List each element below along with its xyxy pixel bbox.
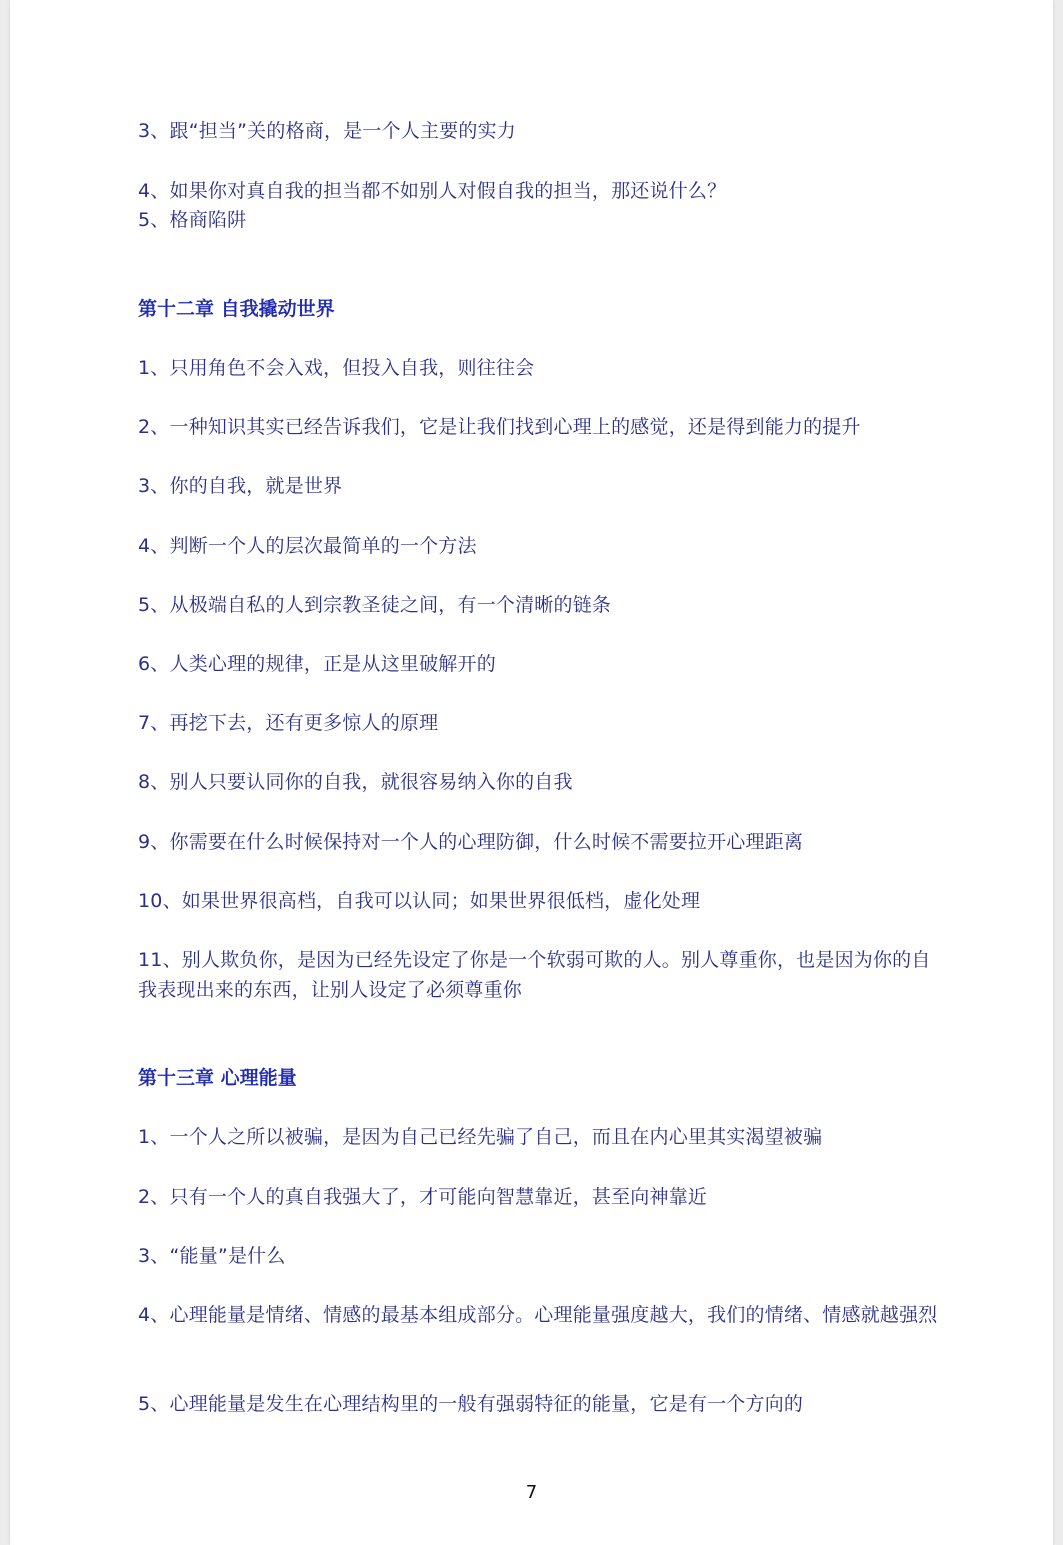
list-item: 1、一个人之所以被骗，是因为自己已经先骗了自己，而且在内心里其实渴望被骗 [138,1126,823,1148]
list-item: 4、心理能量是情绪、情感的最基本组成部分。心理能量强度越大，我们的情绪、情感就越强烈 [138,1304,938,1326]
list-item: 5、格商陷阱 [138,209,247,231]
chapter-12-heading: 第十二章 自我撬动世界 [138,298,335,320]
page-number: 7 [525,1482,538,1503]
list-item: 4、如果你对真自我的担当都不如别人对假自我的担当，那还说什么？ [138,180,727,202]
list-item: 7、再挖下去，还有更多惊人的原理 [138,712,439,734]
chapter-13-heading: 第十三章 心理能量 [138,1067,297,1089]
list-item: 3、你的自我，就是世界 [138,475,343,497]
list-item: 11、别人欺负你，是因为已经先设定了你是一个软弱可欺的人。别人尊重你，也是因为你的自我表现出来的东西，让别人设定了必须尊重你 [138,949,931,1001]
list-item: 3、跟“担当”关的格商，是一个人主要的实力 [138,120,516,142]
document-page [10,0,1053,1545]
list-item: 9、你需要在什么时候保持对一个人的心理防御，什么时候不需要拉开心理距离 [138,831,804,853]
list-item: 2、只有一个人的真自我强大了，才可能向智慧靠近，甚至向神靠近 [138,1186,708,1208]
list-item: 3、“能量”是什么 [138,1245,286,1267]
list-item: 5、从极端自私的人到宗教圣徒之间，有一个清晰的链条 [138,594,612,616]
list-item: 10、如果世界很高档，自我可以认同；如果世界很低档，虚化处理 [138,890,701,912]
list-item: 6、人类心理的规律，正是从这里破解开的 [138,653,496,675]
list-item: 1、只用角色不会入戏，但投入自我，则往往会 [138,357,535,379]
list-item: 2、一种知识其实已经告诉我们，它是让我们找到心理上的感觉，还是得到能力的提升 [138,416,861,438]
list-item: 4、判断一个人的层次最简单的一个方法 [138,535,477,557]
list-item: 8、别人只要认同你的自我，就很容易纳入你的自我 [138,771,573,793]
list-item: 5、心理能量是发生在心理结构里的一般有强弱特征的能量，它是有一个方向的 [138,1393,804,1415]
